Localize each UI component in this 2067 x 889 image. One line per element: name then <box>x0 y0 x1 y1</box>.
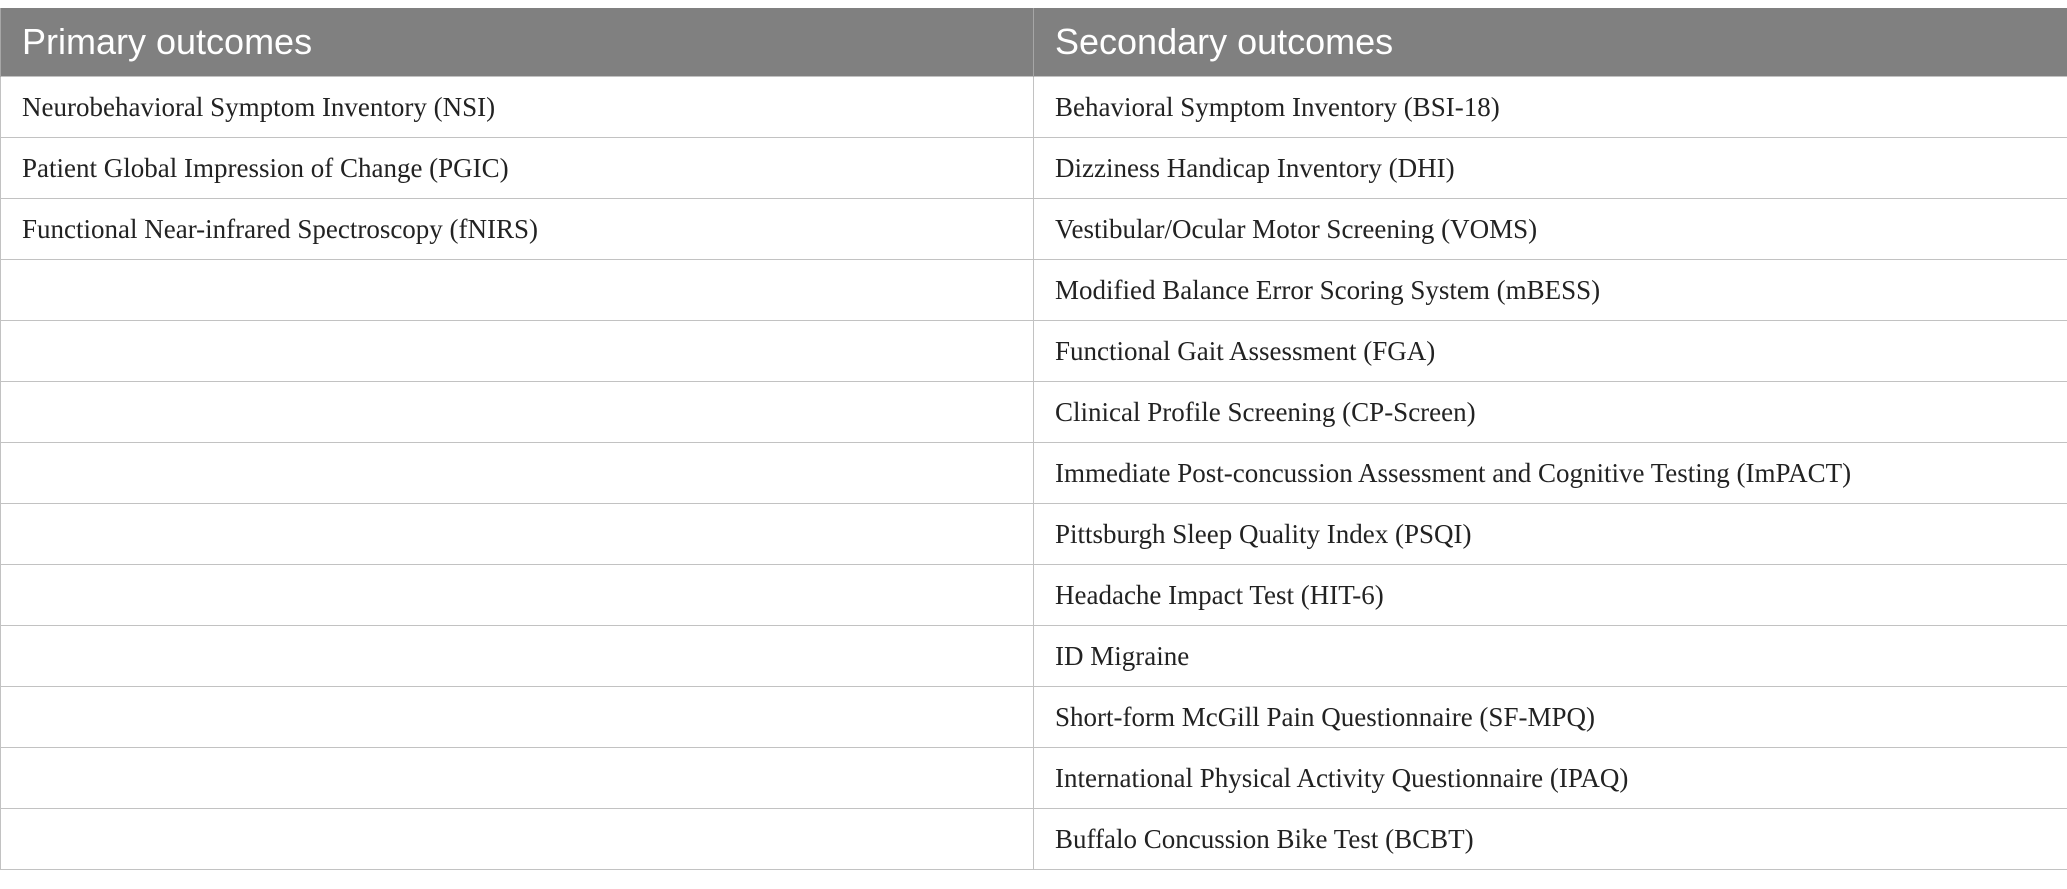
table-row <box>1 199 2067 260</box>
secondary-outcome-cell: Short-form McGill Pain Questionnaire (SF-MPQ) <box>1034 687 2067 748</box>
secondary-outcome-cell: Behavioral Symptom Inventory (BSI-18) <box>1034 77 2067 138</box>
secondary-outcome-cell: Headache Impact Test (HIT-6) <box>1034 565 2067 626</box>
secondary-outcome-cell: Buffalo Concussion Bike Test (BCBT) <box>1034 809 2067 870</box>
primary-outcome-cell <box>1 687 1034 748</box>
primary-outcome-cell: Patient Global Impression of Change (PGIC) <box>1 138 1034 199</box>
primary-outcome-cell <box>1 321 1034 382</box>
table-row <box>1 321 2067 382</box>
table-row <box>1 443 2067 504</box>
table-row <box>1 260 2067 321</box>
secondary-outcome-cell: Clinical Profile Screening (CP-Screen) <box>1034 382 2067 443</box>
header-primary-outcomes: Primary outcomes <box>1 8 1034 77</box>
table-row <box>1 77 2067 138</box>
primary-outcome-cell <box>1 504 1034 565</box>
table-row <box>1 748 2067 809</box>
table-header <box>1 8 2067 77</box>
primary-outcome-cell <box>1 443 1034 504</box>
table-row <box>1 382 2067 443</box>
table-row <box>1 809 2067 870</box>
header-secondary-outcomes: Secondary outcomes <box>1034 8 2067 77</box>
outcomes-table <box>0 8 2067 870</box>
table-row <box>1 138 2067 199</box>
primary-outcome-cell <box>1 626 1034 687</box>
secondary-outcome-cell: International Physical Activity Questionnaire (IPAQ) <box>1034 748 2067 809</box>
primary-outcome-cell <box>1 809 1034 870</box>
table-row <box>1 626 2067 687</box>
secondary-outcome-cell: Functional Gait Assessment (FGA) <box>1034 321 2067 382</box>
primary-outcome-cell <box>1 565 1034 626</box>
secondary-outcome-cell: ID Migraine <box>1034 626 2067 687</box>
primary-outcome-cell <box>1 382 1034 443</box>
primary-outcome-cell <box>1 260 1034 321</box>
primary-outcome-cell: Functional Near-infrared Spectroscopy (fNIRS) <box>1 199 1034 260</box>
secondary-outcome-cell: Modified Balance Error Scoring System (mBESS) <box>1034 260 2067 321</box>
table-row <box>1 565 2067 626</box>
secondary-outcome-cell: Dizziness Handicap Inventory (DHI) <box>1034 138 2067 199</box>
header-row <box>1 8 2067 77</box>
secondary-outcome-cell: Immediate Post-concussion Assessment and Cognitive Testing (ImPACT) <box>1034 443 2067 504</box>
primary-outcome-cell: Neurobehavioral Symptom Inventory (NSI) <box>1 77 1034 138</box>
secondary-outcome-cell: Pittsburgh Sleep Quality Index (PSQI) <box>1034 504 2067 565</box>
table-row <box>1 687 2067 748</box>
primary-outcome-cell <box>1 748 1034 809</box>
table-body <box>1 77 2067 870</box>
table-row <box>1 504 2067 565</box>
secondary-outcome-cell: Vestibular/Ocular Motor Screening (VOMS) <box>1034 199 2067 260</box>
